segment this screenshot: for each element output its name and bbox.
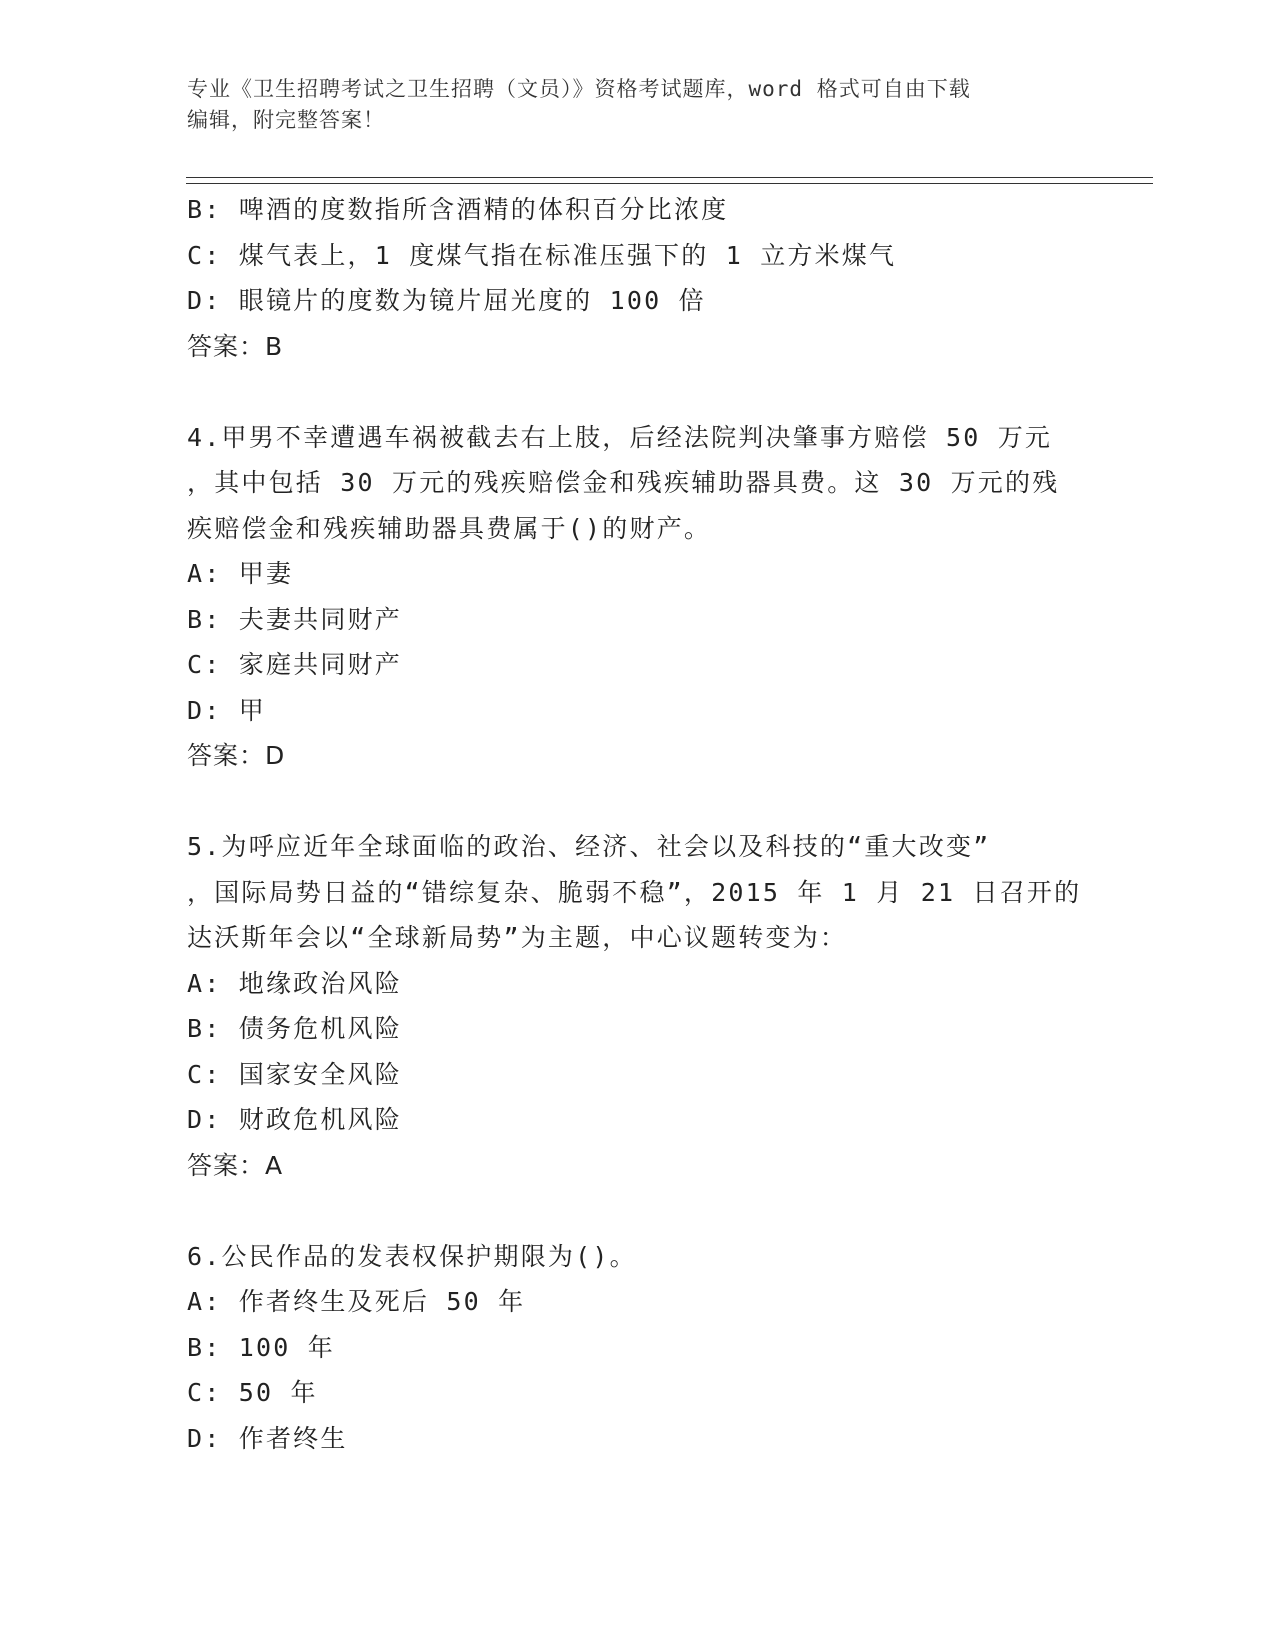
option-a: A: 作者终生及死后 50 年 [187,1287,526,1316]
option-d: D: 甲 [187,695,266,725]
question-stem-line: 5.为呼应近年全球面临的政治、经济、社会以及科技的“重大改变” [187,832,991,861]
option-a: A: 地缘政治风险 [187,968,402,998]
option-b: B: 债务危机风险 [187,1014,402,1043]
question-stem-line: ，国际局势日益的“错综复杂、脆弱不稳”，2015 年 1 月 21 日召开的 [187,877,1082,907]
question-stem-line: 4.甲男不幸遭遇车祸被截去右上肢，后经法院判决肇事方赔偿 50 万元 [187,422,1053,452]
header-line-1: 专业《卫生招聘考试之卫生招聘（文员）》资格考试题库，word 格式可自由下载 [187,77,971,101]
option-c: C: 50 年 [187,1378,318,1407]
question-stem-line: 6.公民作品的发表权保护期限为()。 [187,1241,637,1271]
question-list [187,187,1087,1461]
spacer [187,369,1087,415]
question-stem-line: ，其中包括 30 万元的残疾赔偿金和残疾辅助器具费。这 30 万元的残 [187,468,1060,497]
option-c: C: 家庭共同财产 [187,650,402,679]
question-6 [187,1234,1087,1462]
answer-line: 答案：A [187,1150,284,1180]
header-divider-top [186,177,1153,178]
question-3-tail [187,187,1087,369]
option-c: C: 国家安全风险 [187,1059,402,1089]
question-4 [187,415,1087,779]
question-5 [187,824,1087,1188]
answer-line: 答案：B [187,331,284,361]
question-stem-line: 达沃斯年会以“全球新局势”为主题，中心议题转变为： [187,923,848,952]
answer-line: 答案：D [187,741,286,770]
option-d: D: 作者终生 [187,1423,348,1453]
header-divider-bottom [186,183,1153,184]
header-line-2: 编辑，附完整答案！ [187,108,385,132]
option-c: C: 煤气表上，1 度煤气指在标准压强下的 1 立方米煤气 [187,240,897,270]
option-b: B: 啤酒的度数指所含酒精的体积百分比浓度 [187,195,729,224]
spacer [187,1188,1087,1234]
document-header [187,74,1067,136]
spacer [187,779,1087,825]
question-stem-line: 疾赔偿金和残疾辅助器具费属于()的财产。 [187,513,712,543]
option-b: B: 100 年 [187,1332,335,1362]
option-d: D: 财政危机风险 [187,1105,402,1134]
option-b: B: 夫妻共同财产 [187,604,402,634]
option-d: D: 眼镜片的度数为镜片屈光度的 100 倍 [187,286,706,315]
option-a: A: 甲妻 [187,559,294,588]
